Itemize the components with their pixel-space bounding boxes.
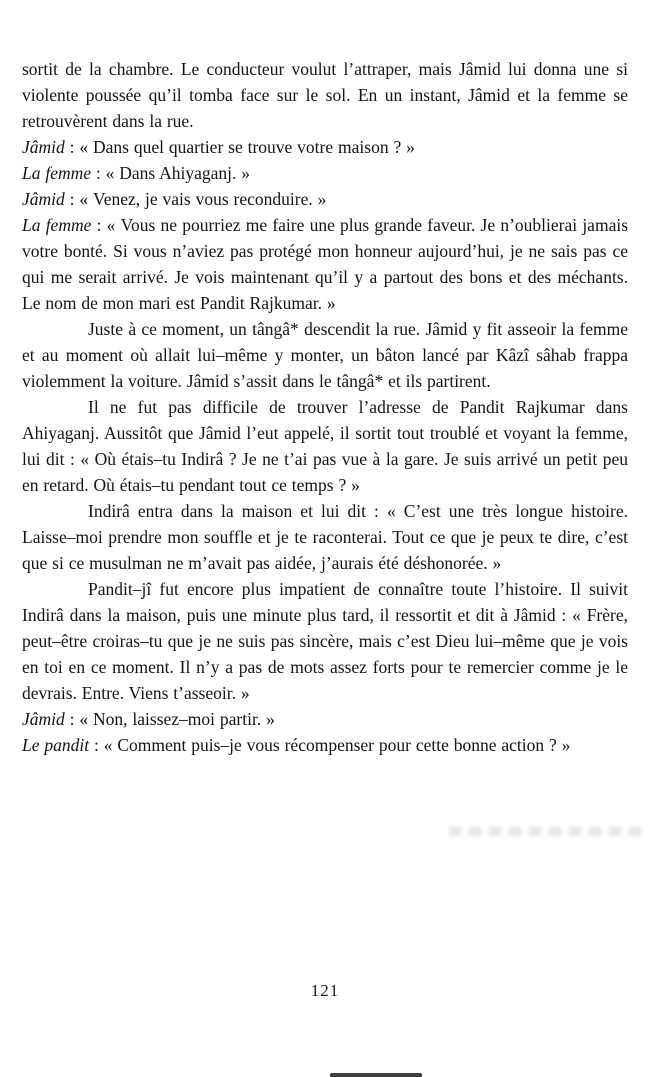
- speaker-name: Jâmid: [22, 709, 65, 729]
- paragraph: [22, 160, 628, 186]
- paragraph: [22, 394, 628, 498]
- paragraph-text: sortit de la chambre. Le conducteur voulut l’attraper, mais Jâmid lui donna une si violente poussée qu’il tomba face sur le sol. En un instant, Jâmid et la femme se retrouvèrent dans la rue.: [22, 59, 628, 131]
- speaker-name: La femme: [22, 163, 92, 183]
- paragraph-text: : « Vous ne pourriez me faire une plus grande faveur. Je n’oublierai jamais votre bonté. Si vous n’aviez pas protégé mon honneur aujourd’hui, je ne sais pas ce qui me serait arrivé. Je vois maintenant qu’il y a partout des bons et des méchants. Le nom de mon mari est Pandit Rajkumar. »: [22, 215, 629, 313]
- page-body: [22, 56, 628, 758]
- paragraph: [22, 56, 628, 134]
- paragraph-text: : « Non, laissez–moi partir. »: [64, 709, 275, 729]
- paragraph-text: Pandit–jî fut encore plus impatient de connaître toute l’histoire. Il suivit Indirâ dans la maison, puis une minute plus tard, il ressortit et dit à Jâmid : « Frère, peut–être croiras–tu que je ne suis pas sincère, mais c’est Dieu lui–même que je vois en toi en ce moment. Il n’y a pas de mots assez forts pour te remercier comme je le devrais. Entre. Viens t’asseoir. »: [22, 579, 628, 703]
- paragraph-text: Il ne fut pas difficile de trouver l’adresse de Pandit Rajkumar dans Ahiyaganj. Aussitôt que Jâmid l’eut appelé, il sortit tout troublé et voyant la femme, lui dit : « Où étais–tu Indirâ ? Je ne t’ai pas vue à la gare. Je suis arrivé un petit peu en retard. Où étais–tu pendant tout ce temps ? »: [22, 397, 628, 495]
- paragraph: [22, 186, 628, 212]
- paragraph-text: : « Venez, je vais vous reconduire. »: [64, 189, 327, 209]
- paragraph: [22, 706, 628, 732]
- paragraph: [22, 498, 628, 576]
- paragraph-text: Juste à ce moment, un tângâ* descendit la rue. Jâmid y fit asseoir la femme et au moment où allait lui–même y monter, un bâton lancé par Kâzî sâhab frappa violemment la voiture. Jâmid s’assit dans le tângâ* et ils partirent.: [22, 319, 628, 391]
- page-number: 121: [310, 981, 340, 1000]
- speaker-name: Jâmid: [22, 189, 65, 209]
- paragraph-text: : « Comment puis–je vous récompenser pour cette bonne action ? »: [89, 735, 571, 755]
- book-page: [22, 56, 628, 758]
- paragraph: [22, 134, 628, 160]
- paragraph-text: : « Dans quel quartier se trouve votre maison ? »: [64, 137, 415, 157]
- paragraph: [22, 576, 628, 706]
- paragraph: [22, 212, 628, 316]
- paragraph-text: Indirâ entra dans la maison et lui dit : « C’est une très longue histoire. Laisse–moi prendre mon souffle et je te raconterai. Tout ce que je peux te dire, c’est que si ce musulman ne m’avait pas aidée, j’aurais été déshonorée. »: [22, 501, 628, 573]
- speaker-name: Le pandit: [22, 735, 90, 755]
- speaker-name: La femme: [22, 215, 92, 235]
- scan-smudge: [330, 1073, 422, 1077]
- print-artifact: [449, 827, 644, 836]
- speaker-name: Jâmid: [22, 137, 65, 157]
- paragraph-text: : « Dans Ahiyaganj. »: [91, 163, 251, 183]
- paragraph: [22, 732, 628, 758]
- paragraph: [22, 316, 628, 394]
